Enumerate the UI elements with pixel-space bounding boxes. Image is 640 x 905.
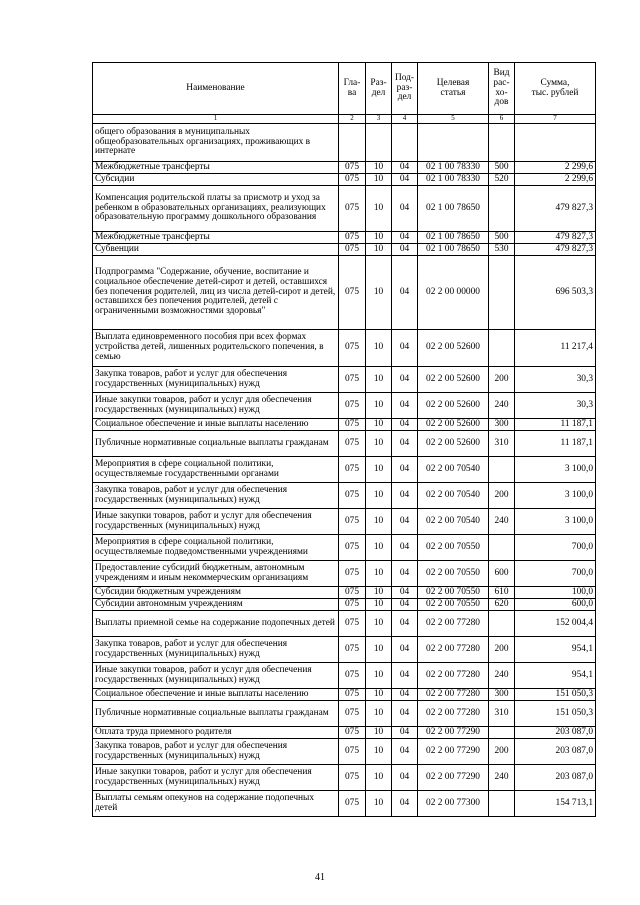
row-subsection: 04 (392, 663, 418, 689)
table-row (93, 244, 596, 256)
table-row (93, 765, 596, 791)
row-subsection: 04 (392, 244, 418, 256)
row-section: 10 (366, 587, 392, 599)
row-target-article: 02 1 00 78650 (418, 232, 489, 244)
row-expense-type: 530 (489, 244, 515, 256)
header-name: Наименование (93, 63, 339, 115)
row-target-article: 02 2 00 77290 (418, 765, 489, 791)
row-amount: 151 050,3 (515, 689, 596, 701)
row-target-article: 02 2 00 70540 (418, 483, 489, 509)
row-subsection: 04 (392, 162, 418, 174)
col-number: 6 (489, 115, 515, 124)
table-row (93, 637, 596, 663)
row-expense-type: 610 (489, 587, 515, 599)
row-subsection: 04 (392, 483, 418, 509)
header-expense-type: Вид рас- хо- дов (489, 63, 515, 115)
row-chapter: 075 (339, 367, 366, 393)
row-target-article: 02 1 00 78650 (418, 186, 489, 232)
header-subsection: Под- раз- дел (392, 63, 418, 115)
row-expense-type: 240 (489, 663, 515, 689)
row-name: Субсидии бюджетным учреждениям (93, 587, 339, 599)
col-number: 7 (515, 115, 596, 124)
row-target-article: 02 2 00 00000 (418, 256, 489, 330)
row-chapter: 075 (339, 457, 366, 483)
row-subsection: 04 (392, 256, 418, 330)
table-row (93, 535, 596, 561)
row-target-article: 02 2 00 52600 (418, 419, 489, 431)
col-number: 1 (93, 115, 339, 124)
budget-table (92, 62, 596, 817)
table-row (93, 689, 596, 701)
row-section: 10 (366, 561, 392, 587)
row-name: Субсидии (93, 174, 339, 186)
table-row (93, 186, 596, 232)
row-chapter: 075 (339, 727, 366, 739)
row-section: 10 (366, 727, 392, 739)
row-subsection: 04 (392, 535, 418, 561)
col-number: 5 (418, 115, 489, 124)
row-name: Социальное обеспечение и иные выплаты населению (93, 689, 339, 701)
row-target-article: 02 2 00 70540 (418, 509, 489, 535)
row-amount: 203 087,0 (515, 727, 596, 739)
table-row (93, 663, 596, 689)
row-chapter: 075 (339, 535, 366, 561)
row-expense-type (489, 791, 515, 817)
row-expense-type: 620 (489, 599, 515, 611)
row-subsection: 04 (392, 727, 418, 739)
row-name: Закупка товаров, работ и услуг для обеспечения государственных (муниципальных) нужд (93, 637, 339, 663)
header-row (93, 63, 596, 115)
row-amount: 479 827,3 (515, 186, 596, 232)
row-expense-type (489, 727, 515, 739)
row-chapter: 075 (339, 509, 366, 535)
row-target-article: 02 2 00 77290 (418, 727, 489, 739)
row-chapter: 075 (339, 637, 366, 663)
row-name: Закупка товаров, работ и услуг для обеспечения государственных (муниципальных) нужд (93, 483, 339, 509)
row-expense-type (489, 256, 515, 330)
row-name: Выплата единовременного пособия при всех формах устройства детей, лишенных родительского попечения, в семью (93, 330, 339, 367)
row-expense-type: 500 (489, 232, 515, 244)
row-subsection: 04 (392, 765, 418, 791)
row-subsection: 04 (392, 637, 418, 663)
row-name: Компенсация родительской платы за присмотр и уход за ребенком в образовательных организациях, реализующих образовательную программу дошкольного образования (93, 186, 339, 232)
row-name: Иные закупки товаров, работ и услуг для обеспечения государственных (муниципальных) нужд (93, 765, 339, 791)
row-section: 10 (366, 393, 392, 419)
row-section: 10 (366, 689, 392, 701)
row-target-article: 02 2 00 77280 (418, 611, 489, 637)
page-number: 41 (315, 872, 325, 883)
row-chapter: 075 (339, 701, 366, 727)
row-target-article: 02 1 00 78330 (418, 174, 489, 186)
row-target-article: 02 2 00 52600 (418, 431, 489, 457)
table-row (93, 232, 596, 244)
row-target-article: 02 2 00 77280 (418, 701, 489, 727)
row-subsection: 04 (392, 791, 418, 817)
row-section (366, 124, 392, 162)
row-section: 10 (366, 509, 392, 535)
row-chapter: 075 (339, 186, 366, 232)
row-expense-type: 520 (489, 174, 515, 186)
row-amount: 3 100,0 (515, 483, 596, 509)
table-row (93, 162, 596, 174)
header-chapter: Гла- ва (339, 63, 366, 115)
row-expense-type (489, 330, 515, 367)
row-target-article: 02 1 00 78330 (418, 162, 489, 174)
row-chapter: 075 (339, 174, 366, 186)
row-name: Иные закупки товаров, работ и услуг для обеспечения государственных (муниципальных) нужд (93, 663, 339, 689)
row-section: 10 (366, 419, 392, 431)
row-subsection: 04 (392, 174, 418, 186)
row-target-article: 02 2 00 77300 (418, 791, 489, 817)
row-expense-type (489, 535, 515, 561)
row-chapter: 075 (339, 419, 366, 431)
row-chapter: 075 (339, 483, 366, 509)
row-chapter: 075 (339, 330, 366, 367)
row-amount: 479 827,3 (515, 232, 596, 244)
row-expense-type: 310 (489, 431, 515, 457)
row-name: общего образования в муниципальных общеобразовательных организациях, проживающих в интернате (93, 124, 339, 162)
row-amount: 11 187,1 (515, 419, 596, 431)
row-section: 10 (366, 232, 392, 244)
row-section: 10 (366, 457, 392, 483)
row-name: Субсидии автономным учреждениям (93, 599, 339, 611)
row-chapter: 075 (339, 256, 366, 330)
table-row (93, 419, 596, 431)
row-target-article: 02 2 00 70550 (418, 587, 489, 599)
row-amount: 203 087,0 (515, 739, 596, 765)
row-section: 10 (366, 637, 392, 663)
row-name: Публичные нормативные социальные выплаты гражданам (93, 701, 339, 727)
row-expense-type (489, 186, 515, 232)
table-row (93, 701, 596, 727)
table-row (93, 457, 596, 483)
row-section: 10 (366, 174, 392, 186)
row-expense-type: 300 (489, 419, 515, 431)
row-subsection: 04 (392, 330, 418, 367)
row-chapter: 075 (339, 663, 366, 689)
row-chapter: 075 (339, 232, 366, 244)
row-target-article: 02 2 00 52600 (418, 393, 489, 419)
row-amount: 152 004,4 (515, 611, 596, 637)
row-expense-type: 240 (489, 393, 515, 419)
row-section: 10 (366, 330, 392, 367)
row-section: 10 (366, 186, 392, 232)
row-section: 10 (366, 256, 392, 330)
row-chapter: 075 (339, 599, 366, 611)
row-subsection: 04 (392, 232, 418, 244)
row-amount: 203 087,0 (515, 765, 596, 791)
table-row (93, 791, 596, 817)
row-amount: 30,3 (515, 393, 596, 419)
row-subsection: 04 (392, 367, 418, 393)
row-section: 10 (366, 701, 392, 727)
table-row (93, 483, 596, 509)
table-row (93, 727, 596, 739)
row-amount: 700,0 (515, 561, 596, 587)
table-row (93, 174, 596, 186)
row-chapter: 075 (339, 587, 366, 599)
row-subsection: 04 (392, 739, 418, 765)
row-name: Иные закупки товаров, работ и услуг для обеспечения государственных (муниципальных) нужд (93, 509, 339, 535)
row-amount: 3 100,0 (515, 509, 596, 535)
row-subsection: 04 (392, 419, 418, 431)
row-name: Предоставление субсидий бюджетным, автономным учреждениям и иным некоммерческим организациям (93, 561, 339, 587)
row-expense-type: 300 (489, 689, 515, 701)
row-target-article: 02 1 00 78650 (418, 244, 489, 256)
row-expense-type (489, 611, 515, 637)
row-name: Иные закупки товаров, работ и услуг для обеспечения государственных (муниципальных) нужд (93, 393, 339, 419)
row-subsection (392, 124, 418, 162)
table-row (93, 256, 596, 330)
table-row (93, 599, 596, 611)
table-row (93, 611, 596, 637)
row-section: 10 (366, 663, 392, 689)
row-expense-type: 200 (489, 367, 515, 393)
row-name: Оплата труда приемного родителя (93, 727, 339, 739)
row-target-article: 02 2 00 52600 (418, 330, 489, 367)
row-target-article: 02 2 00 77290 (418, 739, 489, 765)
column-number-row (93, 115, 596, 124)
row-expense-type: 500 (489, 162, 515, 174)
row-subsection: 04 (392, 701, 418, 727)
table-row (93, 561, 596, 587)
row-subsection: 04 (392, 509, 418, 535)
row-target-article: 02 2 00 70550 (418, 599, 489, 611)
row-amount: 700,0 (515, 535, 596, 561)
table-row (93, 587, 596, 599)
row-name: Социальное обеспечение и иные выплаты населению (93, 419, 339, 431)
row-chapter: 075 (339, 611, 366, 637)
row-section: 10 (366, 483, 392, 509)
row-amount (515, 124, 596, 162)
col-number: 3 (366, 115, 392, 124)
row-name: Публичные нормативные социальные выплаты гражданам (93, 431, 339, 457)
row-amount: 154 713,1 (515, 791, 596, 817)
row-chapter: 075 (339, 244, 366, 256)
row-name: Субвенции (93, 244, 339, 256)
row-section: 10 (366, 739, 392, 765)
header-amount: Сумма, тыс. рублей (515, 63, 596, 115)
row-name: Межбюджетные трансферты (93, 162, 339, 174)
row-subsection: 04 (392, 186, 418, 232)
row-amount: 151 050,3 (515, 701, 596, 727)
table-row (93, 739, 596, 765)
row-chapter: 075 (339, 162, 366, 174)
row-chapter: 075 (339, 431, 366, 457)
row-name: Межбюджетные трансферты (93, 232, 339, 244)
row-section: 10 (366, 791, 392, 817)
row-expense-type: 200 (489, 739, 515, 765)
row-section: 10 (366, 431, 392, 457)
row-target-article: 02 2 00 77280 (418, 689, 489, 701)
row-target-article: 02 2 00 77280 (418, 663, 489, 689)
row-target-article (418, 124, 489, 162)
row-chapter: 075 (339, 791, 366, 817)
row-amount: 2 299,6 (515, 162, 596, 174)
row-target-article: 02 2 00 70550 (418, 535, 489, 561)
row-amount: 11 187,1 (515, 431, 596, 457)
row-chapter (339, 124, 366, 162)
row-section: 10 (366, 244, 392, 256)
row-amount: 954,1 (515, 663, 596, 689)
row-chapter: 075 (339, 561, 366, 587)
row-name: Подпрограмма "Содержание, обучение, воспитание и социальное обеспечение детей-сирот и детей, оставшихся без попечения родителей, лиц из числа детей-сирот и детей, оставшихся без попечения родителей, детей с ограниченными возможностями здоровья" (93, 256, 339, 330)
row-amount: 479 827,3 (515, 244, 596, 256)
table-row (93, 431, 596, 457)
header-section: Раз- дел (366, 63, 392, 115)
row-section: 10 (366, 162, 392, 174)
row-name: Закупка товаров, работ и услуг для обеспечения государственных (муниципальных) нужд (93, 367, 339, 393)
row-amount: 3 100,0 (515, 457, 596, 483)
table-row (93, 367, 596, 393)
row-subsection: 04 (392, 393, 418, 419)
row-expense-type (489, 124, 515, 162)
col-number: 4 (392, 115, 418, 124)
row-expense-type: 600 (489, 561, 515, 587)
row-expense-type: 200 (489, 637, 515, 663)
row-amount: 696 503,3 (515, 256, 596, 330)
row-section: 10 (366, 367, 392, 393)
row-amount: 100,0 (515, 587, 596, 599)
row-subsection: 04 (392, 611, 418, 637)
table-row (93, 330, 596, 367)
row-subsection: 04 (392, 587, 418, 599)
row-chapter: 075 (339, 739, 366, 765)
table-body (93, 124, 596, 817)
row-name: Мероприятия в сфере социальной политики, осуществляемые подведомственными учреждениями (93, 535, 339, 561)
row-subsection: 04 (392, 599, 418, 611)
row-name: Выплаты семьям опекунов на содержание подопечных детей (93, 791, 339, 817)
row-amount: 600,0 (515, 599, 596, 611)
row-section: 10 (366, 599, 392, 611)
row-section: 10 (366, 611, 392, 637)
row-amount: 954,1 (515, 637, 596, 663)
row-target-article: 02 2 00 70550 (418, 561, 489, 587)
row-target-article: 02 2 00 77280 (418, 637, 489, 663)
row-amount: 11 217,4 (515, 330, 596, 367)
row-amount: 30,3 (515, 367, 596, 393)
row-expense-type (489, 457, 515, 483)
table-row (93, 393, 596, 419)
col-number: 2 (339, 115, 366, 124)
row-name: Мероприятия в сфере социальной политики, осуществляемые государственными органами (93, 457, 339, 483)
row-name: Закупка товаров, работ и услуг для обеспечения государственных (муниципальных) нужд (93, 739, 339, 765)
row-chapter: 075 (339, 765, 366, 791)
row-subsection: 04 (392, 689, 418, 701)
row-subsection: 04 (392, 561, 418, 587)
row-chapter: 075 (339, 393, 366, 419)
header-target-article: Целевая статья (418, 63, 489, 115)
row-chapter: 075 (339, 689, 366, 701)
row-amount: 2 299,6 (515, 174, 596, 186)
row-section: 10 (366, 765, 392, 791)
table-row (93, 509, 596, 535)
row-target-article: 02 2 00 52600 (418, 367, 489, 393)
table-row (93, 124, 596, 162)
row-expense-type: 240 (489, 509, 515, 535)
row-target-article: 02 2 00 70540 (418, 457, 489, 483)
row-section: 10 (366, 535, 392, 561)
row-expense-type: 240 (489, 765, 515, 791)
row-subsection: 04 (392, 457, 418, 483)
row-expense-type: 200 (489, 483, 515, 509)
row-name: Выплаты приемной семье на содержание подопечных детей (93, 611, 339, 637)
row-expense-type: 310 (489, 701, 515, 727)
row-subsection: 04 (392, 431, 418, 457)
